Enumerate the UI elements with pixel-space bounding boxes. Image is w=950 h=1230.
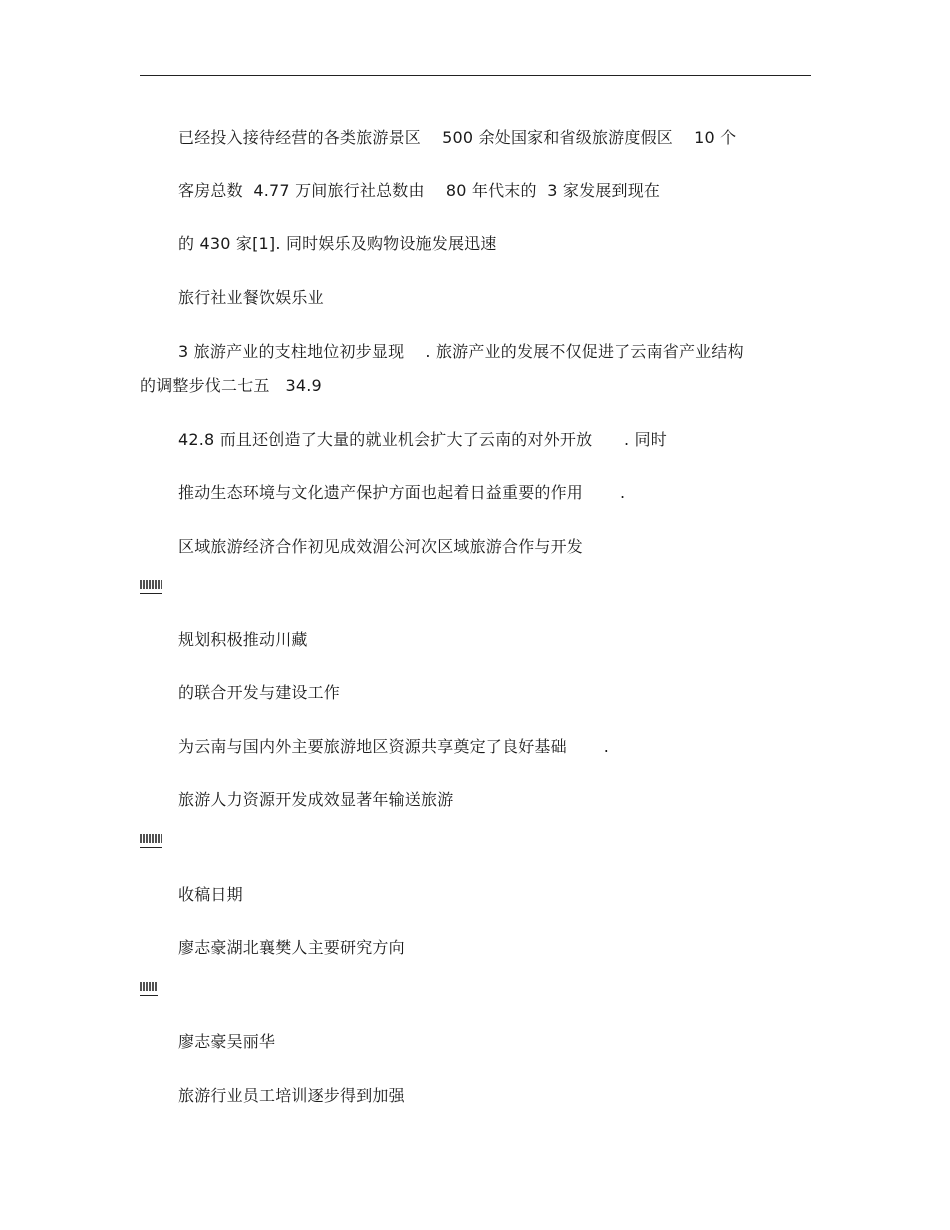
text-line-3: 的 430 家[1]. 同时娱乐及购物设施发展迅速 xyxy=(178,234,497,253)
text-line-1: 已经投入接待经营的各类旅游景区 500 余处国家和省级旅游度假区 10 个 xyxy=(178,128,737,147)
text-line-15: 廖志豪湖北襄樊人主要研究方向 xyxy=(178,938,405,957)
footnote-mark-1 xyxy=(140,580,162,596)
text-line-2: 客房总数 4.77 万间旅行社总数由 80 年代末的 3 家发展到现在 xyxy=(178,181,661,200)
text-line-6: 的调整步伐二七五 34.9 xyxy=(140,376,322,395)
text-line-7: 42.8 而且还创造了大量的就业机会扩大了云南的对外开放 . 同时 xyxy=(178,430,667,449)
text-line-11: 的联合开发与建设工作 xyxy=(178,683,341,702)
garbled-glyph xyxy=(140,834,162,843)
text-line-12: 为云南与国内外主要旅游地区资源共享奠定了良好基础 . xyxy=(178,737,610,756)
text-line-4: 旅行社业餐饮娱乐业 xyxy=(178,288,324,307)
text-line-9: 区域旅游经济合作初见成效湄公河次区域旅游合作与开发 xyxy=(178,537,584,556)
text-line-10: 规划积极推动川藏 xyxy=(178,630,308,649)
text-line-17: 旅游行业员工培训逐步得到加强 xyxy=(178,1086,405,1105)
mark-underline xyxy=(140,847,162,848)
mark-underline xyxy=(140,593,162,594)
text-line-16: 廖志豪吴丽华 xyxy=(178,1032,276,1051)
garbled-glyph xyxy=(140,982,158,991)
text-line-13: 旅游人力资源开发成效显著年输送旅游 xyxy=(178,790,454,809)
text-line-14: 收稿日期 xyxy=(178,885,243,904)
garbled-glyph xyxy=(140,580,162,589)
header-rule xyxy=(140,75,811,76)
text-line-5: 3 旅游产业的支柱地位初步显现 . 旅游产业的发展不仅促进了云南省产业结构 xyxy=(178,342,744,361)
footnote-mark-3 xyxy=(140,982,162,998)
text-line-8: 推动生态环境与文化遗产保护方面也起着日益重要的作用 . xyxy=(178,483,626,502)
mark-underline xyxy=(140,995,158,996)
footnote-mark-2 xyxy=(140,834,162,850)
